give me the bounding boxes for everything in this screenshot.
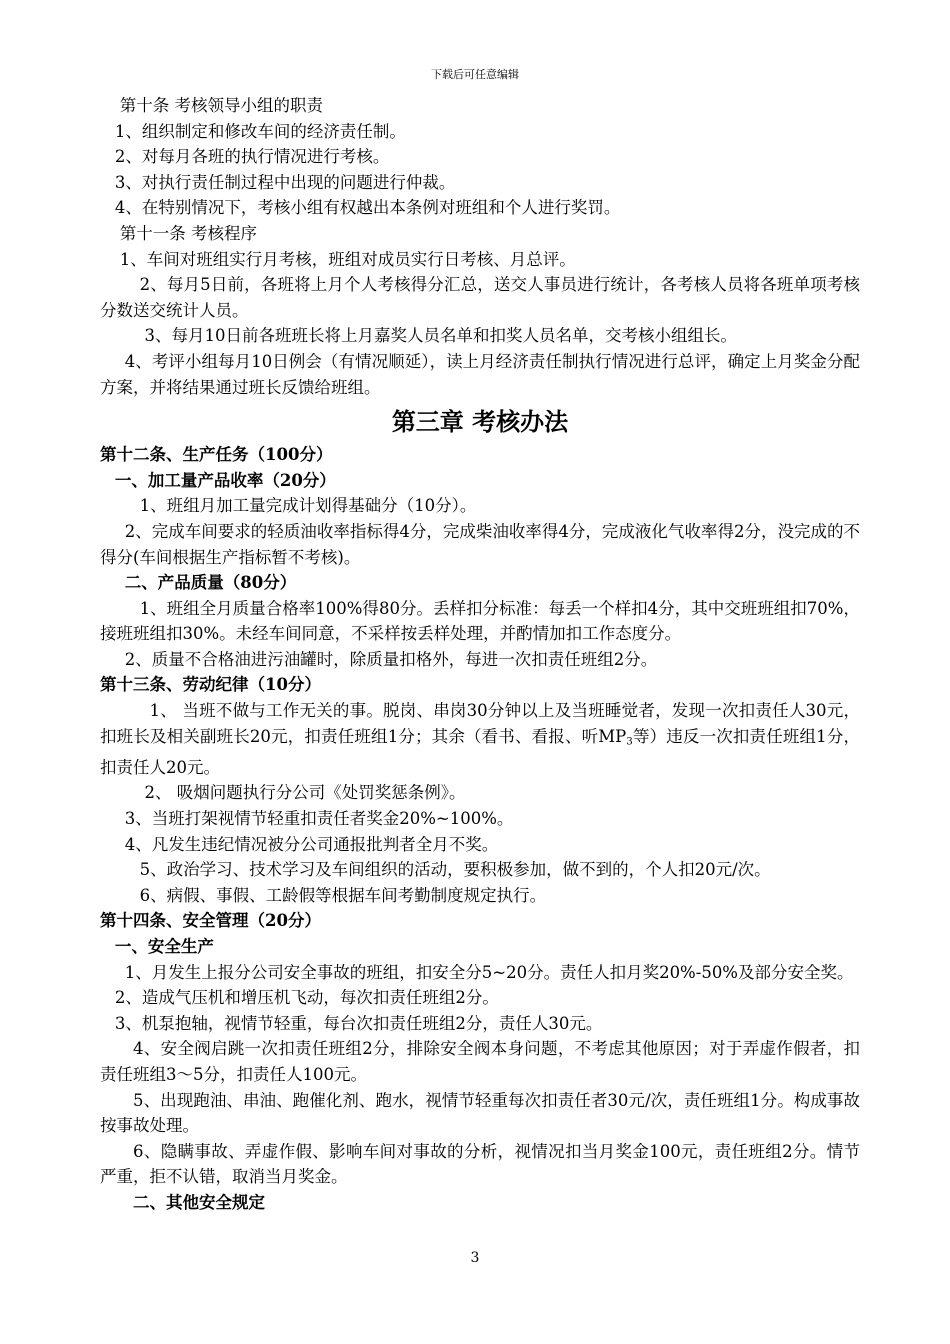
- article-14-section-1-item-2: 2、造成气压机和增压机飞动，每次扣责任班组2分。: [114, 988, 499, 1008]
- article-12-section-1-item-1: 1、班组月加工量完成计划得基础分（10分）。: [139, 496, 477, 516]
- article-10-item-4: 4、在特别情况下，考核小组有权越出本条例对班组和个人进行奖罚。: [114, 198, 621, 218]
- article-13-item-5: 5、政治学习、技术学习及车间组织的活动，要积极参加，做不到的，个人扣20元/次。: [139, 860, 771, 880]
- article-11-item-1: 1、车间对班组实行月考核，班组对成员实行日考核、月总评。: [119, 249, 576, 269]
- article-10-item-3: 3、对执行责任制过程中出现的问题进行仲裁。: [114, 172, 456, 192]
- article-11-title: 第十一条 考核程序: [119, 223, 258, 243]
- article-10-title: 第十条 考核领导小组的职责: [119, 96, 324, 115]
- article-13-item-1-subscript: 3: [626, 736, 633, 748]
- article-11-item-2: 2、每月5日前，各班将上月个人考核得分汇总，送交人事员进行统计，各考核人员将各班单项考核分数送交统计人员。: [100, 275, 860, 320]
- article-12-section-2-item-2: 2、质量不合格油进污油罐时，除质量扣格外，每进一次扣责任班组2分。: [124, 649, 658, 669]
- article-10-item-1: 1、组织制定和修改车间的经济责任制。: [114, 121, 406, 141]
- article-13-item-3: 3、当班打架视情节轻重扣责任者奖金20%~100%。: [124, 808, 514, 828]
- article-12-title: 第十二条、生产任务（100分）: [100, 445, 333, 465]
- article-12-section-2-title: 二、产品质量（80分）: [124, 573, 297, 593]
- article-14-title: 第十四条、安全管理（20分）: [100, 911, 321, 931]
- page-number: 3: [470, 1250, 480, 1266]
- article-14-section-1-item-1: 1、月发生上报分公司安全事故的班组，扣安全分5~20分。责任人扣月奖20%-50%及部分安全奖。: [124, 962, 854, 982]
- article-14-section-1-item-5: 5、出现跑油、串油、跑催化剂、跑水，视情节轻重每次扣责任者30元/次，责任班组1分。构成事故按事故处理。: [100, 1090, 860, 1136]
- article-14-section-2-title: 二、其他安全规定: [133, 1192, 265, 1212]
- article-14-section-1-item-4: 4、安全阀启跳一次扣责任班组2分，排除安全阀本身问题，不考虑其他原因；对于弄虚作假者，扣责任班组3～5分，扣责任人100元。: [100, 1039, 860, 1084]
- article-14-section-1-item-6: 6、隐瞒事故、弄虚作假、影响车间对事故的分析，视情况扣当月奖金100元，责任班组2分。情节严重，拒不认错，取消当月奖金。: [100, 1141, 860, 1187]
- article-13-item-2: 2、 吸烟问题执行分公司《处罚奖惩条例》。: [144, 783, 466, 803]
- article-11-item-3: 3、每月10日前各班班长将上月嘉奖人员名单和扣奖人员名单，交考核小组组长。: [144, 326, 738, 346]
- article-13-item-6: 6、病假、事假、工龄假等根据车间考勤制度规定执行。: [139, 885, 547, 905]
- page-header: 下载后可任意编辑: [431, 68, 519, 81]
- article-13-title: 第十三条、劳动纪律（10分）: [100, 675, 321, 695]
- article-13-item-4: 4、凡发生违纪情况被分公司通报批判者全月不奖。: [124, 834, 499, 854]
- article-13-item-1: [100, 698, 860, 780]
- article-12-section-2-item-1: 1、班组全月质量合格率100%得80分。丢样扣分标准：每丢一个样扣4分，其中交班班组扣70%，接班班组扣30%。未经车间同意，不采样按丢样处理，并酌情加扣工作态度分。: [100, 598, 860, 644]
- article-12-section-1-title: 一、加工量产品收率（20分）: [114, 470, 336, 490]
- article-10-item-2: 2、对每月各班的执行情况进行考核。: [114, 147, 390, 167]
- article-13-item-1-text-end: 等）违反一次扣责任班组1分，扣责任人20元。: [100, 726, 861, 777]
- article-13-item-1-text: 1、 当班不做与工作无关的事。脱岗、串岗30分钟以上及当班睡觉者，发现一次扣责任人30元，扣班长及相关副班长20元，扣责任班组1分；其余（看书、看报、听MP: [100, 701, 860, 746]
- article-12-section-1-item-2: 2、完成车间要求的轻质油收率指标得4分，完成柴油收率得4分，完成液化气收率得2分，没完成的不得分(车间根据生产指标暂不考核)。: [100, 521, 860, 567]
- chapter-heading: 第三章 考核办法: [391, 407, 569, 437]
- article-11-item-4: 4、考评小组每月10日例会（有情况顺延），读上月经济责任制执行情况进行总评，确定上月奖金分配方案，并将结果通过班长反馈给班组。: [100, 351, 860, 397]
- document-body: [100, 93, 860, 1215]
- article-14-section-1-item-3: 3、机泵抱轴，视情节轻重，每台次扣责任班组2分，责任人30元。: [114, 1013, 603, 1033]
- article-14-section-1-title: 一、安全生产: [114, 936, 214, 956]
